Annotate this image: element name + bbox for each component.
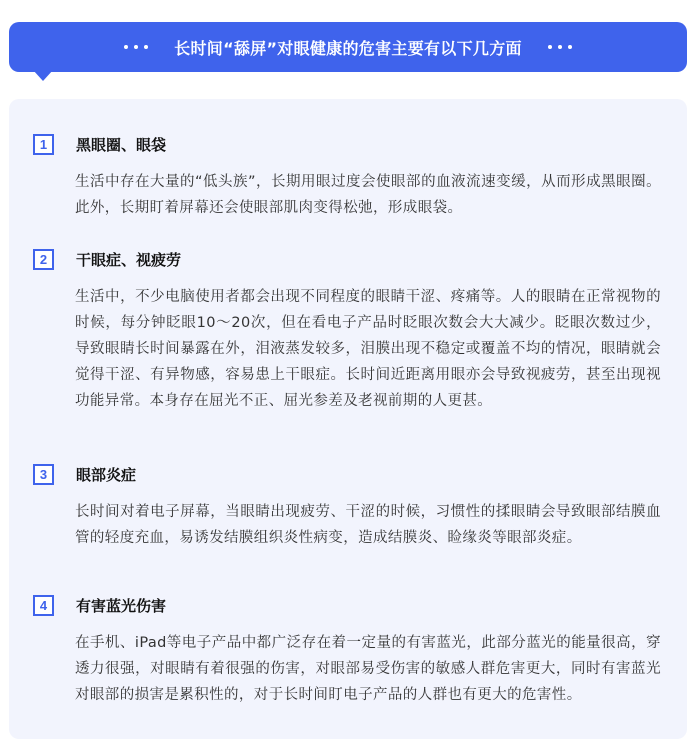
section-heading: [33, 464, 661, 485]
section-4: [33, 595, 661, 708]
section-body: 在手机、iPad等电子产品中都广泛存在着一定量的有害蓝光，此部分蓝光的能量很高，穿透力很强，对眼睛有着很强的伤害，对眼部易受伤害的敏感人群危害更大，同时有害蓝光对眼部的损害是累积性的，对于长时间盯电子产品的人群也有更大的危害性。: [75, 635, 661, 703]
section-body: 生活中，不少电脑使用者都会出现不同程度的眼睛干涩、疼痛等。人的眼睛在正常视物的时候，每分钟眨眼10～20次，但在看电子产品时眨眼次数会大大减少。眨眼次数过少，导致眼睛长时间暴露在外，泪液蒸发较多，泪膜出现不稳定或覆盖不均的情况，眼睛就会觉得干涩、有异物感，容易患上干眼症。长时间近距离用眼亦会导致视疲劳，甚至出现视功能异常。本身存在屈光不正、屈光参差及老视前期的人更甚。: [75, 289, 661, 409]
content-panel: [9, 99, 687, 739]
section-title: 眼部炎症: [76, 466, 137, 484]
dot-icon: [124, 45, 128, 49]
section-heading: [33, 134, 661, 155]
section-number-badge: 3: [33, 464, 54, 485]
dot-icon: [548, 45, 552, 49]
section-header-banner: [9, 22, 687, 72]
section-1: [33, 134, 661, 221]
decorative-dots-right: [548, 45, 572, 49]
banner-pointer-icon: [33, 70, 53, 81]
dot-icon: [568, 45, 572, 49]
section-title: 黑眼圈、眼袋: [76, 136, 167, 154]
section-number-badge: 2: [33, 249, 54, 270]
section-heading: [33, 249, 661, 270]
dot-icon: [558, 45, 562, 49]
section-body: 生活中存在大量的“低头族”，长期用眼过度会使眼部的血液流速变缓，从而形成黑眼圈。此外，长期盯着屏幕还会使眼部肌肉变得松弛，形成眼袋。: [75, 174, 661, 216]
section-title: 有害蓝光伤害: [76, 597, 167, 615]
section-heading: [33, 595, 661, 616]
dot-icon: [144, 45, 148, 49]
section-number-badge: 1: [33, 134, 54, 155]
section-2: [33, 249, 661, 414]
section-number-badge: 4: [33, 595, 54, 616]
header-title: 长时间“舔屏”对眼健康的危害主要有以下几方面: [174, 38, 522, 58]
decorative-dots-left: [124, 45, 148, 49]
section-3: [33, 464, 661, 551]
dot-icon: [134, 45, 138, 49]
section-body: 长时间对着电子屏幕，当眼睛出现疲劳、干涩的时候，习惯性的揉眼睛会导致眼部结膜血管的轻度充血，易诱发结膜组织炎性病变，造成结膜炎、睑缘炎等眼部炎症。: [75, 504, 661, 546]
section-title: 干眼症、视疲劳: [76, 251, 182, 269]
